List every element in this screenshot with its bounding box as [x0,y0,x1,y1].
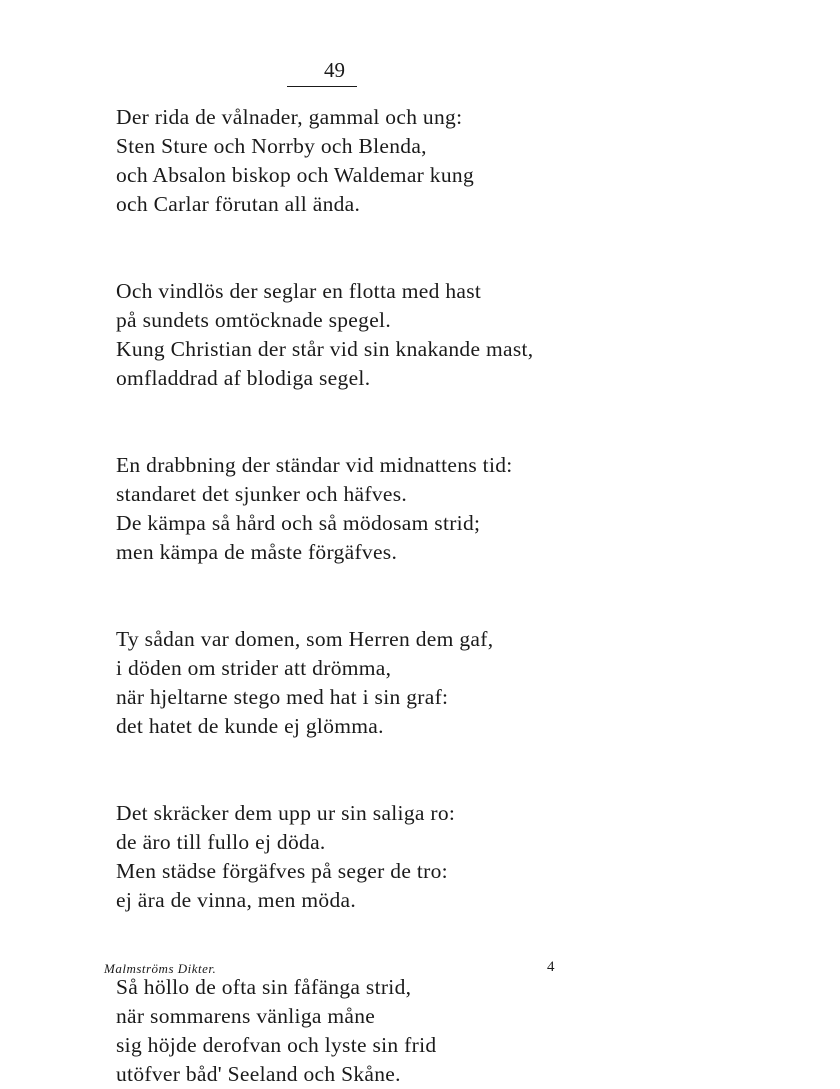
page-number: 49 [324,58,345,82]
poem-line: i döden om strider att drömma, [116,656,392,680]
poem-line: Ty sådan var domen, som Herren dem gaf, [116,627,494,651]
poem-line: Men städse förgäfves på seger de tro: [116,859,448,883]
poem-line: på sundets omtöcknade spegel. [116,308,391,332]
poem-line: standaret det sjunker och häfves. [116,482,408,506]
stanza-6 [116,973,636,1089]
poem-line: Kung Christian der står vid sin knakande mast, [116,337,534,361]
poem-line: En drabbning der ständar vid midnattens tid: [116,453,513,477]
stanza-2 [116,277,636,393]
stanza-1 [116,103,636,219]
poem-line: ej ära de vinna, men möda. [116,888,357,912]
stanza-5 [116,799,636,915]
poem-line: och Absalon biskop och Waldemar kung [116,163,474,187]
poem-line: de äro till fullo ej döda. [116,830,326,854]
poem-line: när sommarens vänliga måne [116,1004,376,1028]
poem-line: det hatet de kunde ej glömma. [116,714,384,738]
poem-line: när hjeltarne stego med hat i sin graf: [116,685,449,709]
poem-line: Så höllo de ofta sin fåfänga strid, [116,975,412,999]
footer-sheet-number: 4 [547,959,555,975]
poem-line: Det skräcker dem upp ur sin saliga ro: [116,801,456,825]
poem-line: och Carlar förutan all ända. [116,192,361,216]
poem-line: Och vindlös der seglar en flotta med hast [116,279,482,303]
poem-line: De kämpa så hård och så mödosam strid; [116,511,481,535]
poem-line: men kämpa de måste förgäfves. [116,540,398,564]
poem-line: Sten Sture och Norrby och Blenda, [116,134,427,158]
poem [116,103,636,1089]
poem-line: sig höjde derofvan och lyste sin frid [116,1033,437,1057]
poem-line: utöfver båd' Seeland och Skåne. [116,1062,401,1086]
footer-signature: Malmströms Dikter. [104,961,217,976]
poem-line: Der rida de vålnader, gammal och ung: [116,105,463,129]
poem-line: omfladdrad af blodiga segel. [116,366,371,390]
stanza-4 [116,625,636,741]
page-number-rule [287,86,357,87]
stanza-3 [116,451,636,567]
